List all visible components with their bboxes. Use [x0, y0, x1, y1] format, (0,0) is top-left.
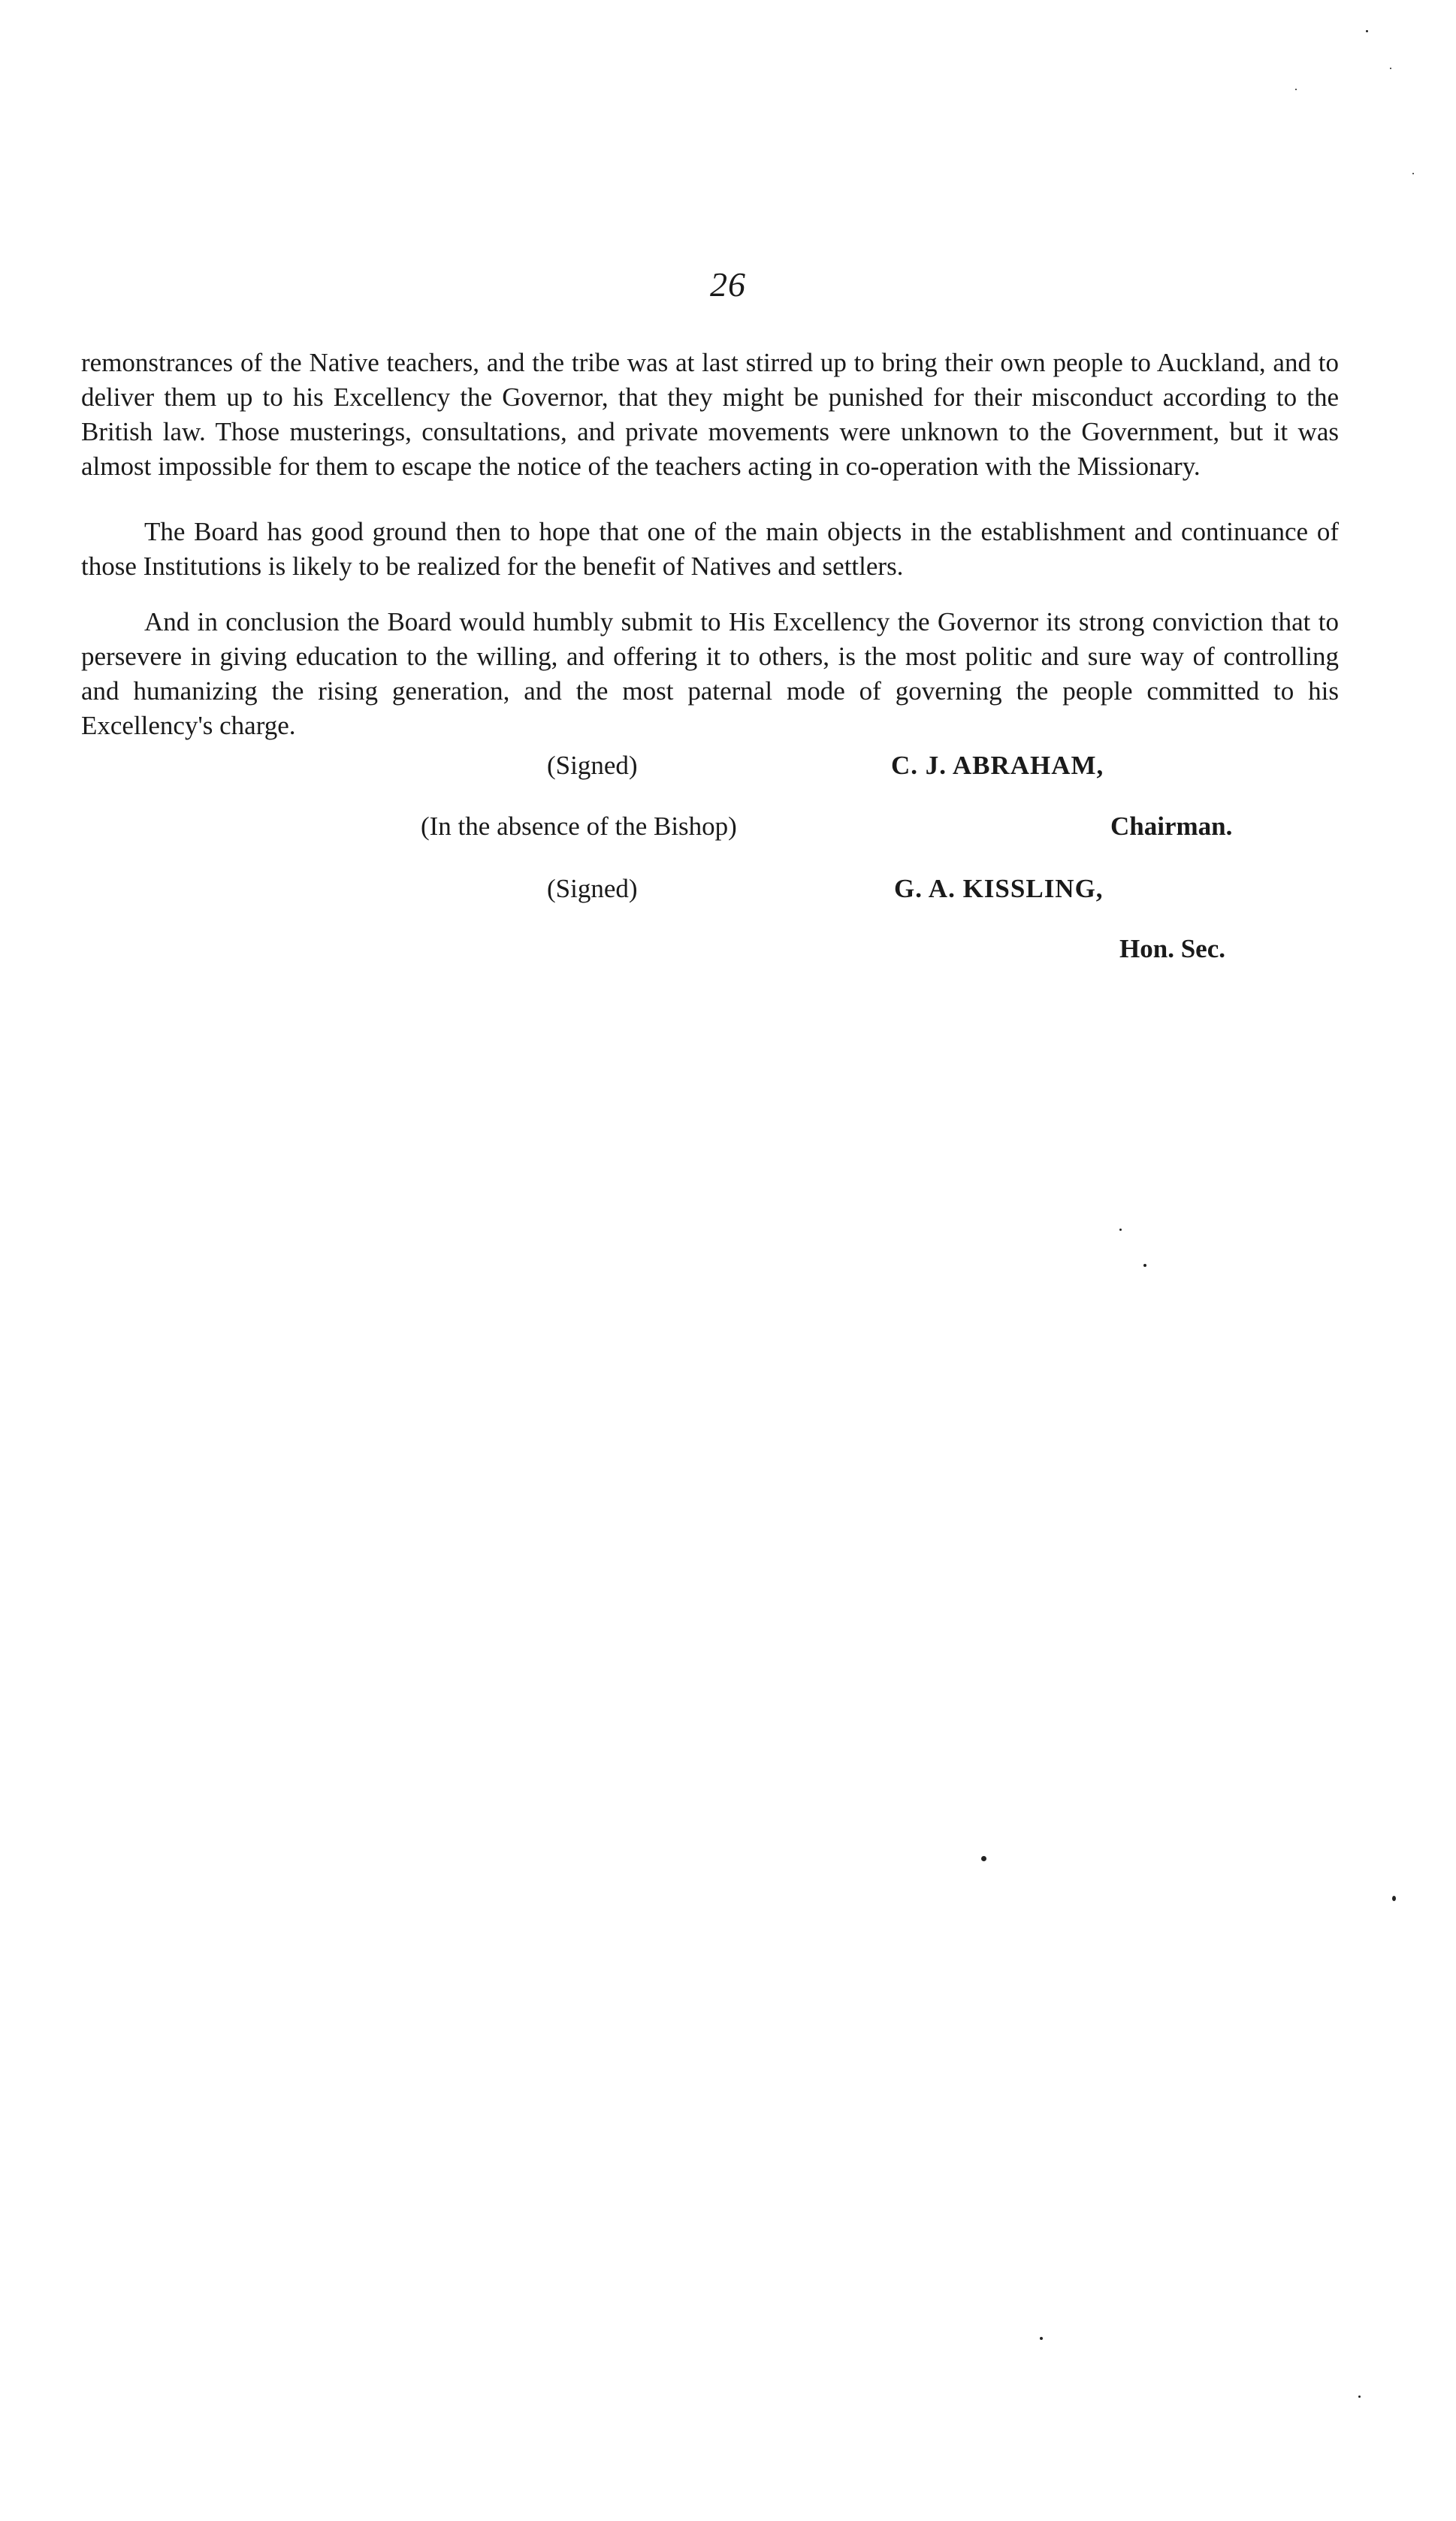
- scan-speck: [1143, 1264, 1146, 1267]
- scan-speck: [981, 1856, 986, 1861]
- body-paragraph: remonstrances of the Native teachers, and the tribe was at last stirred up to bring their own people to Auckland, and to deliver them up to his Excellency the Governor, that they might be punished for their misconduct according to the British law. Those musterings, consultations, and private movements were unknown to the Government, but it was almost impossible for them to escape the notice of the teachers acting in co-operation with the Missionary.: [81, 348, 1339, 481]
- scan-speck: [1119, 1229, 1122, 1231]
- signatory-role: Hon. Sec.: [1119, 934, 1225, 963]
- scan-speck: [1295, 89, 1297, 90]
- page-number: 26: [710, 265, 746, 304]
- signatory-role: Chairman.: [1110, 812, 1233, 841]
- scan-speck: [1390, 68, 1391, 69]
- body-paragraph: And in conclusion the Board would humbly submit to His Excellency the Governor its strong conviction that to persevere in giving education to the willing, and offering it to others, is the most politic and sure way of controlling and humanizing the rising generation, and the most paternal mode of governing the people committed to his Excellency's charge.: [81, 607, 1339, 740]
- signatory-name: G. A. KISSLING,: [894, 874, 1104, 903]
- scan-speck: [1392, 1896, 1396, 1901]
- signatory-name: C. J. ABRAHAM,: [891, 751, 1104, 780]
- body-paragraph: The Board has good ground then to hope that one of the main objects in the establishment and continuance of those Institutions is likely to be realized for the benefit of Natives and settlers.: [81, 517, 1339, 581]
- scan-speck: [1366, 30, 1368, 32]
- signed-label: (Signed): [547, 874, 638, 903]
- absence-note: (In the absence of the Bishop): [421, 812, 737, 841]
- scan-speck: [1040, 2337, 1043, 2340]
- scan-speck: [1412, 173, 1414, 174]
- signed-label: (Signed): [547, 751, 638, 780]
- scan-speck: [1358, 2396, 1361, 2398]
